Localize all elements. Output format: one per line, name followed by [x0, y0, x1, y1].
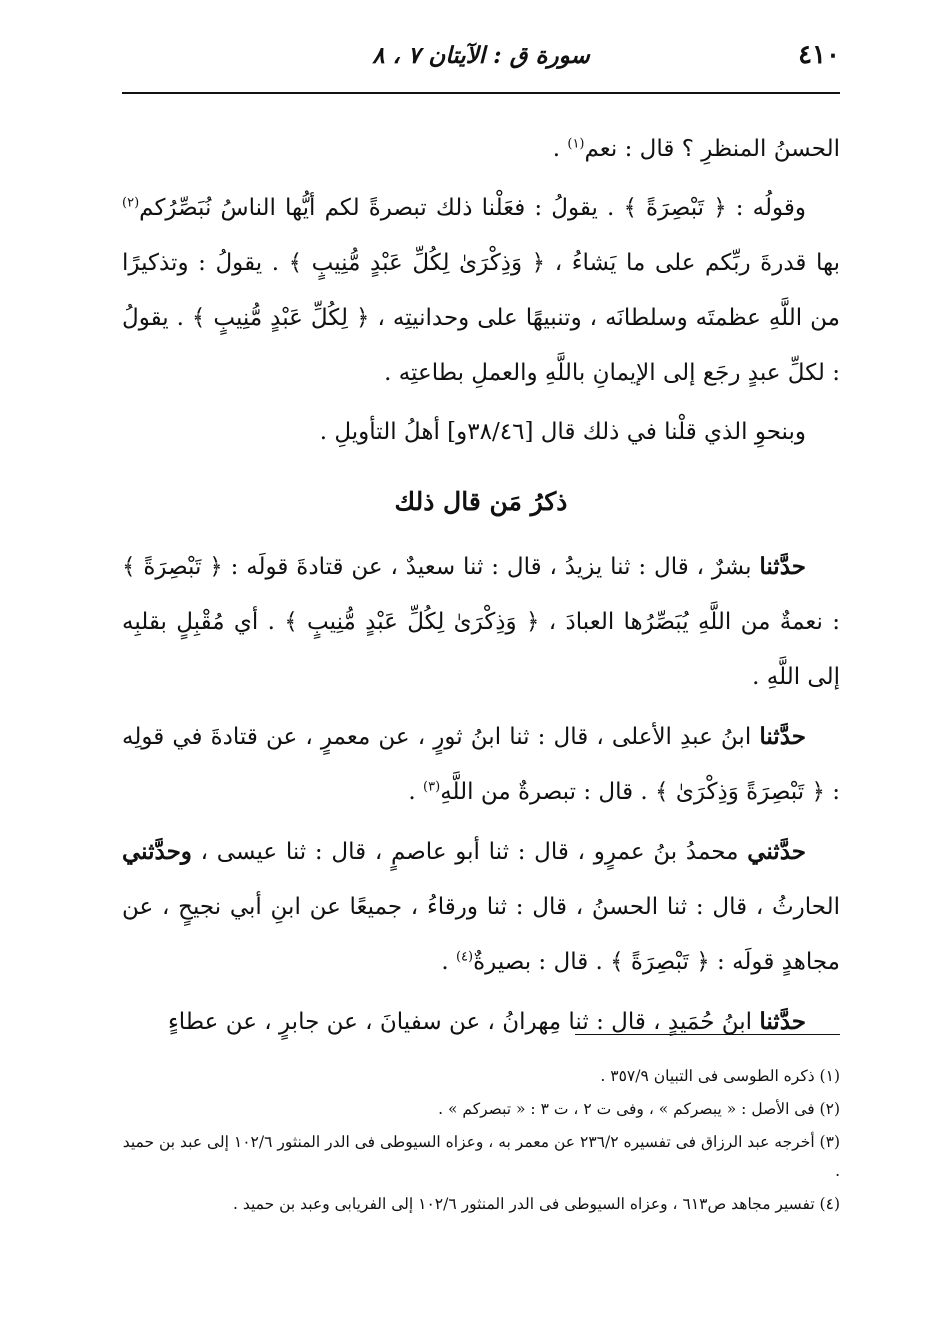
footnote-2: (٢) فى الأصل : « يبصركم » ، وفى ت ٢ ، ت ٣ : « تبصركم » . — [438, 1100, 840, 1118]
running-title: سورة ق : الآيتان ٧ ، ٨ — [372, 42, 590, 69]
narration-2-lead: حدَّثنا — [759, 723, 806, 750]
paragraph-2-text-a: وقولُه : ﴿ تَبْصِرَةً ﴾ . يقولُ : فعَلْنا ذلك تبصرةً لكم أيُّها الناسُ نُبَصِّرُكم — [139, 195, 806, 221]
narration-3-lead-2: وحدَّثني — [122, 838, 192, 865]
paragraph-2 — [122, 181, 840, 401]
narration-3-text-b: الحارثُ ، قال : ثنا الحسنُ ، قال : ثنا ورقاءُ ، جميعًا عن ابنِ أبي نجيحٍ ، عن مجاهدٍ قولَه : ﴿ تَبْصِرَةً ﴾ . قال : بصيرةٌ — [122, 894, 840, 975]
narration-3-lead: حدَّثني — [747, 838, 806, 865]
footnotes — [122, 1062, 840, 1223]
footnote-ref-3: (٣) — [423, 779, 441, 795]
narration-2-end: . — [408, 779, 416, 805]
narration-2 — [122, 709, 840, 820]
footnote-ref-2: (٢) — [122, 195, 140, 211]
narration-4 — [122, 994, 840, 1050]
footnote-3: (٣) أخرجه عبد الرزاق فى تفسيره ٢٣٦/٢ عن معمر به ، وعزاه السيوطى فى الدر المنثور ١٠٢/٦ إلى عبد بن حميد . — [122, 1133, 840, 1180]
narration-2-text: ابنُ عبدِ الأعلى ، قال : ثنا ابنُ ثورٍ ، عن معمرٍ ، عن قتادةَ في قولِه : ﴿ تَبْصِرَةً وَذِكْرَىٰ ﴾ . قال : تبصرةٌ من اللَّهِ — [122, 724, 840, 805]
footnote-ref-4: (٤) — [455, 949, 474, 965]
header-divider — [122, 92, 840, 94]
footnote-1: (١) ذكره الطوسى فى التبيان ٣٥٧/٩ . — [600, 1067, 840, 1085]
paragraph-2-text-b: بها قدرةَ ربِّكم على ما يَشاءُ ، ﴿ وَذِكْرَىٰ لِكُلِّ عَبْدٍ مُّنِيبٍ ﴾ . يقولُ : وتذكيرًا من اللَّهِ عظمتَه وسلطانَه ، وتنبيهًا على وحدانيتِه ، ﴿ لِكُلِّ عَبْدٍ مُّنِيبٍ ﴾ . يقولُ : لكلِّ عبدٍ رجَع إلى الإيمانِ باللَّهِ والعملِ بطاعتِه . — [122, 250, 840, 386]
narration-1 — [122, 539, 840, 705]
narration-3-text-a: محمدُ بنُ عمرٍو ، قال : ثنا أبو عاصمٍ ، قال : ثنا عيسى ، — [191, 839, 748, 865]
narration-1-lead: حدَّثنا — [759, 553, 806, 580]
footnote-4: (٤) تفسير مجاهد ص٦١٣ ، وعزاه السيوطى فى الدر المنثور ١٠٢/٦ إلى الفريابى وعبد بن حميد . — [232, 1195, 840, 1213]
main-text — [122, 122, 840, 1054]
footnote-ref-1: (١) — [567, 136, 585, 152]
footnote-divider — [575, 1034, 840, 1035]
page-header — [122, 40, 840, 84]
narration-4-lead: حدَّثنا — [759, 1008, 806, 1035]
page-number: ٤١٠ — [798, 40, 840, 70]
paragraph-1-end: . — [552, 136, 561, 162]
paragraph-3: وبنحوِ الذي قلْنا في ذلك قال [٣٨/٤٦و] أهلُ التأويلِ . — [319, 419, 806, 445]
section-title: ذكرُ مَن قال ذلك — [394, 487, 568, 516]
narration-1-text: بشرٌ ، قال : ثنا يزيدُ ، قال : ثنا سعيدٌ ، عن قتادةَ قولَه : ﴿ تَبْصِرَةً ﴾ : نعمةٌ من اللَّهِ يُبَصِّرُها العبادَ ، ﴿ وَذِكْرَىٰ لِكُلِّ عَبْدٍ مُّنِيبٍ ﴾ . أي مُقْبِلٍ بقلبِه إلى اللَّهِ . — [122, 554, 840, 690]
paragraph-1-text: الحسنُ المنظرِ ؟ قال : نعم — [584, 136, 840, 162]
narration-4-text: ابنُ حُمَيدٍ ، قال : ثنا مِهرانُ ، عن سفيانَ ، عن جابرٍ ، عن عطاءٍ — [167, 1009, 760, 1035]
paragraph-1 — [122, 122, 840, 177]
narration-3 — [122, 824, 840, 990]
narration-3-end: . — [441, 949, 449, 975]
